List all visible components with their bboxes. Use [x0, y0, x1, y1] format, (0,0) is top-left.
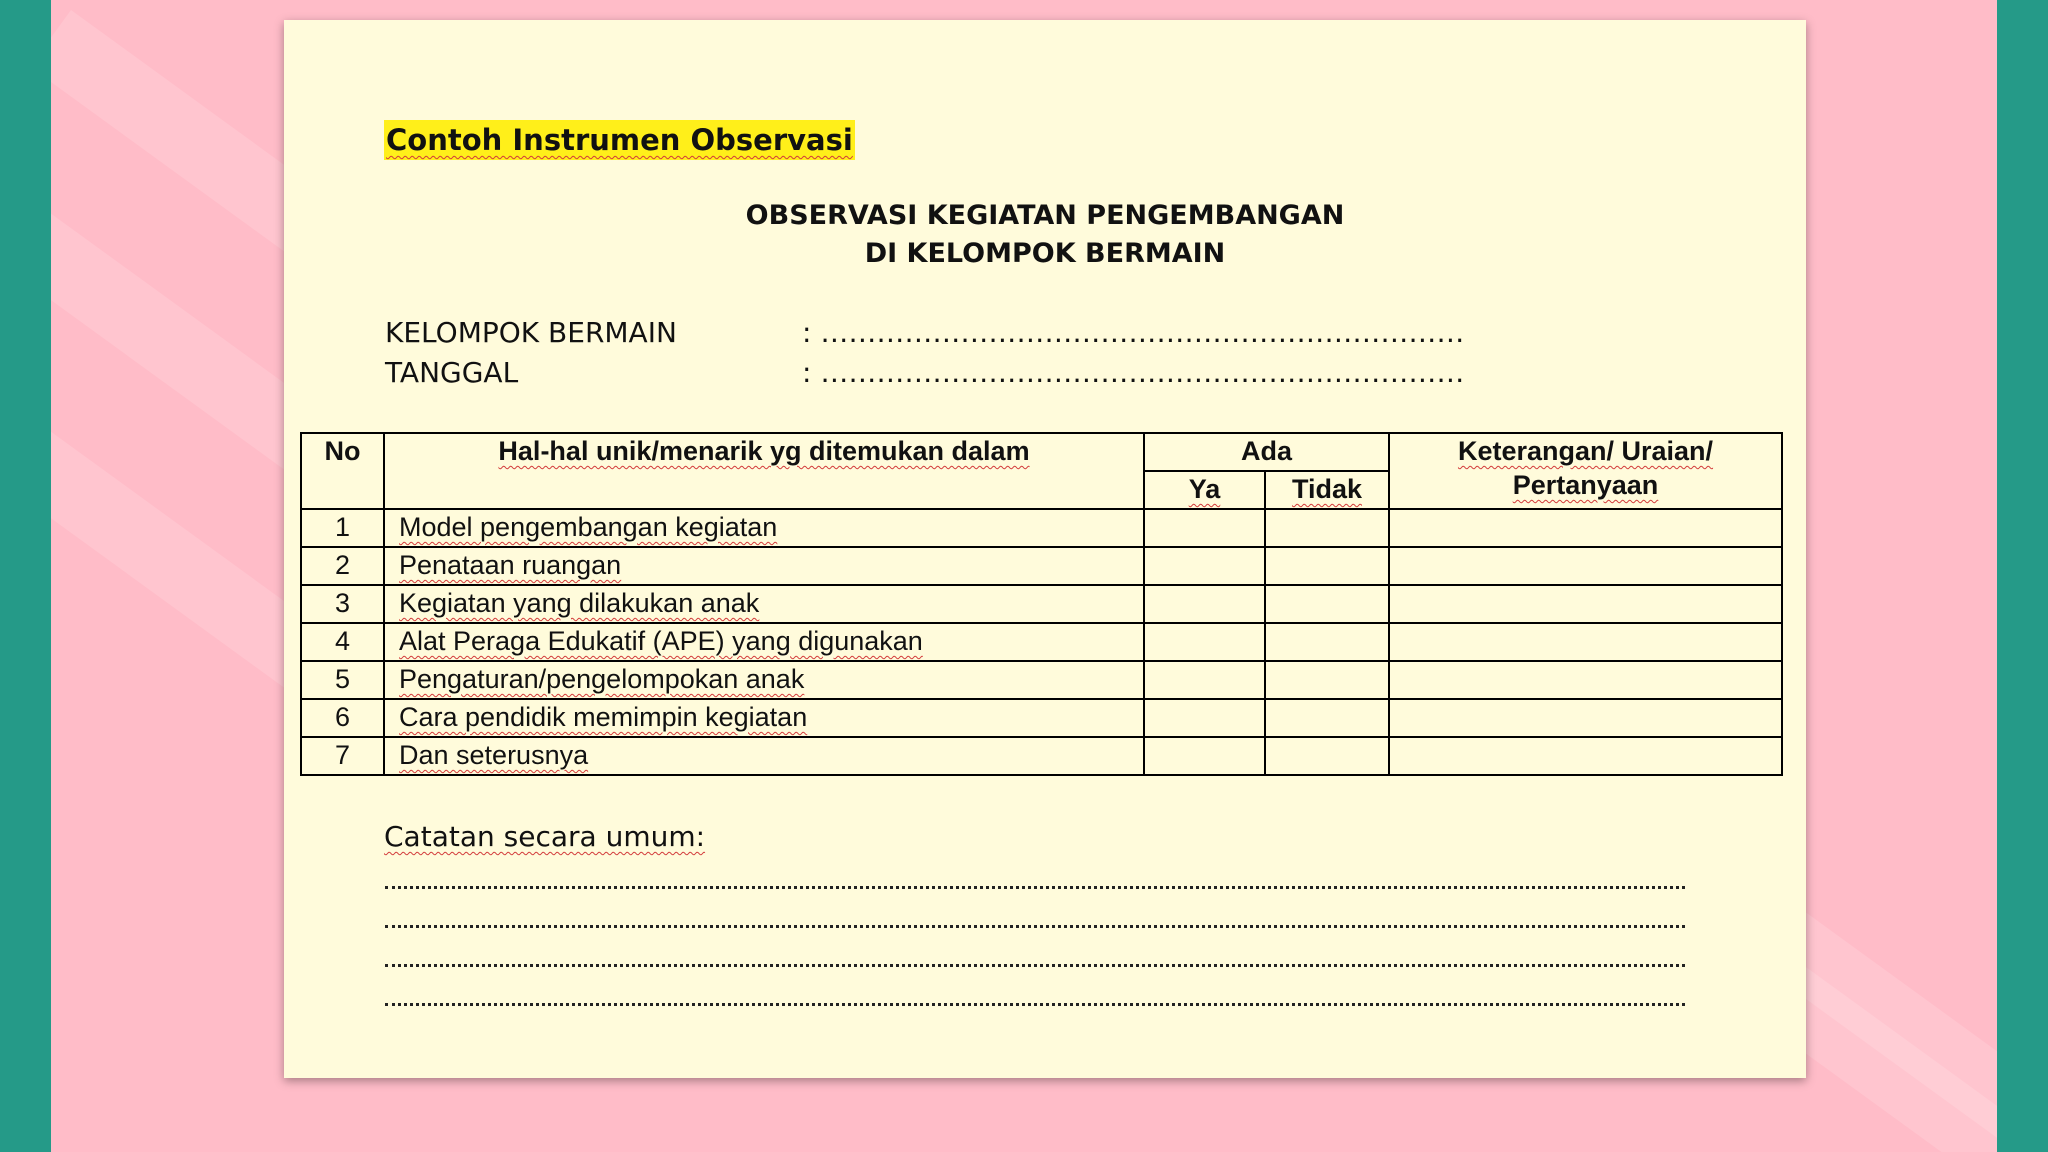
- header-ada: Ada: [1144, 433, 1389, 471]
- notes-dotted-line: [385, 1003, 1685, 1006]
- cell-tidak: [1265, 623, 1389, 661]
- cell-keterangan: [1389, 509, 1782, 547]
- field-value-kelompok: : ……………………………………………………………: [802, 316, 1465, 349]
- table-row: [301, 737, 1782, 775]
- notes-dotted-line: [385, 925, 1685, 928]
- header-item: Hal-hal unik/menarik yg ditemukan dalam: [384, 433, 1144, 509]
- cell-ya: [1144, 699, 1265, 737]
- cell-ya: [1144, 509, 1265, 547]
- cell-keterangan: [1389, 661, 1782, 699]
- cell-tidak: [1265, 737, 1389, 775]
- table-row: [301, 661, 1782, 699]
- row-item: Cara pendidik memimpin kegiatan: [384, 699, 1144, 737]
- header-ya: Ya: [1144, 471, 1265, 509]
- cell-keterangan: [1389, 699, 1782, 737]
- row-number: 7: [301, 737, 384, 775]
- cell-ya: [1144, 737, 1265, 775]
- header-keterangan-line2: Pertanyaan: [1512, 470, 1659, 500]
- table-row: [301, 547, 1782, 585]
- cell-ya: [1144, 585, 1265, 623]
- table-row: [301, 585, 1782, 623]
- field-label-kelompok: KELOMPOK BERMAIN: [385, 316, 677, 349]
- cell-tidak: [1265, 699, 1389, 737]
- cell-keterangan: [1389, 585, 1782, 623]
- cell-ya: [1144, 547, 1265, 585]
- row-number: 4: [301, 623, 384, 661]
- table-row: [301, 623, 1782, 661]
- highlighted-heading: Contoh Instrumen Observasi: [384, 120, 855, 160]
- row-number: 5: [301, 661, 384, 699]
- row-number: 3: [301, 585, 384, 623]
- cell-keterangan: [1389, 623, 1782, 661]
- cell-tidak: [1265, 585, 1389, 623]
- notes-label: Catatan secara umum:: [384, 820, 706, 853]
- notes-dotted-line: [385, 964, 1685, 967]
- document-title-line1: OBSERVASI KEGIATAN PENGEMBANGAN: [745, 200, 1345, 231]
- field-value-tanggal: : ……………………………………………………………: [802, 356, 1465, 389]
- cell-tidak: [1265, 547, 1389, 585]
- observation-table: [300, 432, 1783, 776]
- document-title-line2: DI KELOMPOK BERMAIN: [864, 238, 1226, 269]
- cell-keterangan: [1389, 547, 1782, 585]
- row-item: Kegiatan yang dilakukan anak: [384, 585, 1144, 623]
- row-item: Model pengembangan kegiatan: [384, 509, 1144, 547]
- header-keterangan: [1389, 433, 1782, 509]
- document-page: [284, 20, 1806, 1078]
- header-tidak: Tidak: [1265, 471, 1389, 509]
- header-no: No: [301, 433, 384, 509]
- row-number: 6: [301, 699, 384, 737]
- cell-tidak: [1265, 661, 1389, 699]
- cell-ya: [1144, 661, 1265, 699]
- row-item: Penataan ruangan: [384, 547, 1144, 585]
- row-number: 1: [301, 509, 384, 547]
- row-item: Dan seterusnya: [384, 737, 1144, 775]
- header-keterangan-line1: Keterangan/ Uraian/: [1457, 436, 1714, 466]
- cell-tidak: [1265, 509, 1389, 547]
- notes-dotted-line: [385, 886, 1685, 889]
- table-row: [301, 509, 1782, 547]
- cell-ya: [1144, 623, 1265, 661]
- slide-background: [51, 0, 1997, 1152]
- row-item: Pengaturan/pengelompokan anak: [384, 661, 1144, 699]
- row-item: Alat Peraga Edukatif (APE) yang digunakan: [384, 623, 1144, 661]
- row-number: 2: [301, 547, 384, 585]
- table-row: [301, 699, 1782, 737]
- cell-keterangan: [1389, 737, 1782, 775]
- field-label-tanggal: TANGGAL: [385, 356, 519, 389]
